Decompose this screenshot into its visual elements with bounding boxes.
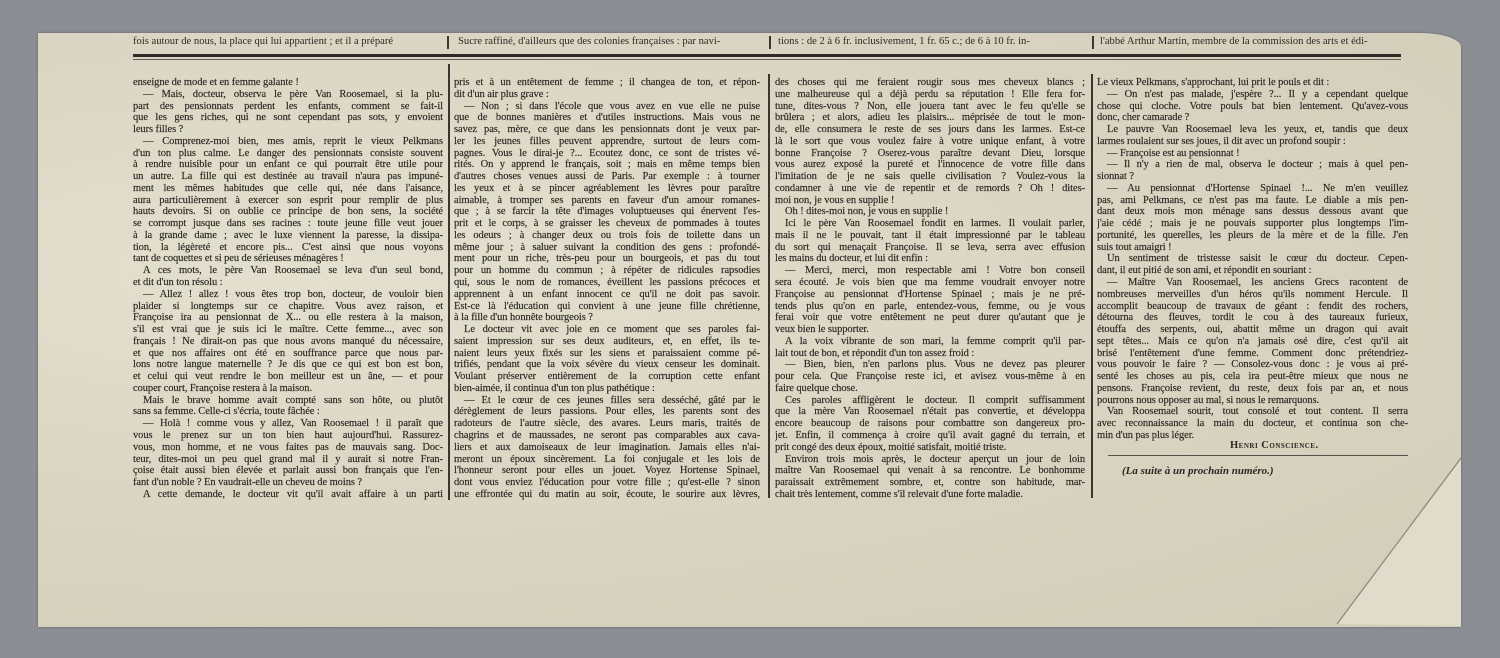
text-line: Ces paroles affligèrent le docteur. Il comprit suffisamment xyxy=(785,394,1085,406)
text-line: avec reconnaissance la main du docteur, et continua son che- xyxy=(1097,418,1408,430)
text-line: min d'un pas plus léger. xyxy=(1097,429,1195,441)
text-line: Oh ! dites-moi non, je vous en supplie ! xyxy=(785,206,949,218)
text-line: ment pour un riche, très-peu pour un bourgeois, et pas du tout xyxy=(454,253,760,265)
text-line: des choses qui me feraient rougir sous mes cheveux blancs ; xyxy=(775,77,1085,88)
text-line: — Holà ! comme vous y allez, Van Roosemael ! il paraît que xyxy=(143,418,443,430)
text-line: une effrontée qui du matin au soir, écoute, le sourire aux lèvres, xyxy=(454,488,760,500)
text-line: les mains du docteur, et lui dit enfin : xyxy=(775,253,928,265)
text-line: Le pauvre Van Roosemael leva les yeux, et, tandis que deux xyxy=(1107,124,1408,136)
text-line: A cette demande, le docteur vit qu'il avait affaire à un parti xyxy=(143,488,443,500)
text-line: A ces mots, le père Van Roosemael se leva d'un seul bond, xyxy=(143,265,443,277)
text-line: d'un ton plus calme. Le danger des pensionnats consiste souvent xyxy=(133,147,443,159)
text-line: brûlera ; et alors, adieu les plaisirs... méprisée de tout le mon- xyxy=(775,112,1085,124)
text-line: nombreuses merveilles d'un héros qu'ils nomment Hercule. Il xyxy=(1097,288,1408,300)
text-line: enseigne de mode et en femme galante ! xyxy=(133,77,299,88)
text-line: pensons. Françoise revient, du reste, deux fois par an, et nous xyxy=(1097,382,1408,394)
text-line: tion, la légèreté et encore pis... C'est ainsi que nous voyons xyxy=(133,241,443,253)
text-line: pas, ami Pelkmans, ce n'est pas ma faute. Le diable a mis pen- xyxy=(1097,194,1408,206)
text-line: — On n'est pas malade, j'espère ?... Il y a cependant quelque xyxy=(1107,88,1408,100)
text-line: sept têtes... Mais ce qu'on n'a jamais osé dire, c'est qu'il ait xyxy=(1097,335,1408,347)
text-line: pris et à un entêtement de femme ; il changea de ton, et répon- xyxy=(454,77,760,88)
text-line: une malheureuse qui a déjà perdu sa réputation ! Elle fera for- xyxy=(775,88,1085,100)
text-line: veux bien le supporter. xyxy=(775,324,869,336)
text-line: mais il ne le pouvait, tant il était impressionné par le tableau xyxy=(775,229,1085,241)
text-line: vous pouvoir le faire ? — Consolez-vous donc : je vous ai pré- xyxy=(1097,359,1408,371)
text-line: — Au pensionnat d'Hortense Spinael !... Ne m'en veuillez xyxy=(1107,182,1408,194)
text-line: Le docteur vit avec joie en ce moment que ses paroles fai- xyxy=(464,324,760,336)
text-line: même jour ; à saluer suivant la condition des gens : profondé- xyxy=(454,241,760,253)
text-line: — Maître Van Roosemael, les anciens Grecs racontent de xyxy=(1107,277,1408,289)
text-line: — Merci, merci, mon respectable ami ! Votre bon conseil xyxy=(785,265,1085,277)
text-line: condamner à une vie de repentir et de remords ? Oh ! dites- xyxy=(775,182,1085,194)
text-line: vous le prenez sur un ton bien haut aujourd'hui. Rassurez- xyxy=(133,429,443,441)
text-line: du sort qui menaçait Françoise. Il se leva, serra avec effusion xyxy=(775,241,1085,253)
text-line: faire quelque chose. xyxy=(775,382,858,394)
text-line: se corrompt jusque dans ses racines : toute jeune fille veut jouer xyxy=(133,218,443,230)
text-line: suis tout amaigri ! xyxy=(1097,241,1172,253)
text-line: à rendre nuisible pour un enfant ce qui pourrait être utile pour xyxy=(133,159,443,171)
text-line: pour un homme du commun ; à répéter de ridicules rapsodies xyxy=(454,265,760,277)
text-line: tune, dites-vous ? Non, elle jouera tant avec le feu qu'elle se xyxy=(775,100,1085,112)
continuation-note: (La suite à un prochain numéro.) xyxy=(1122,465,1274,477)
text-line: Françoise ira au pensionnat de X... ou elle restera à la maison, xyxy=(133,312,443,324)
text-line: et dit d'un ton résolu : xyxy=(133,277,223,289)
text-line: que de bonnes manières et d'utiles instructions. Mais vous ne xyxy=(454,112,760,124)
text-line: larmes roulaient sur ses joues, il dit avec un profond soupir : xyxy=(1097,135,1346,147)
text-line: — Françoise est au pensionnat ! xyxy=(1107,147,1240,159)
text-line: dérèglement de leurs passions. Pour elles, les parents sont des xyxy=(454,406,760,418)
text-line: Voulant préserver entièrement de la corruption cette enfant xyxy=(454,371,760,383)
text-line: ment les mêmes habitudes que celle qui, née dans l'aisance, xyxy=(133,182,443,194)
text-line: et que nos affaires ont été en souffrance parce que nous par- xyxy=(133,347,443,359)
text-line: vous, mon homme, et ne vous faites pas de mauvais sang. Doc- xyxy=(133,441,443,453)
text-line: à la grande dame ; avec le luxe viennent la paresse, la dissipa- xyxy=(133,229,443,241)
text-line: que la mère Van Roosemael n'était pas convertie, et développa xyxy=(775,406,1085,418)
header-strip-text: tions : de 2 à 6 fr. inclusivement, 1 fr. 65 c.; de 6 à 10 fr. in- xyxy=(778,36,1030,47)
text-line: naient leurs yeux fixés sur les siens et paraissaient comme pé- xyxy=(454,347,760,359)
text-line: sans sa femme. Celle-ci s'écria, toute fâchée : xyxy=(133,406,320,418)
text-line: senté les choses au pis, cela ira peut-être mieux que nous ne xyxy=(1097,371,1408,383)
text-line: portunité, les querelles, les pleurs de la mère et de la fille. J'en xyxy=(1097,229,1408,241)
text-line: — Il n'y a rien de mal, observa le docteur ; mais à quel pen- xyxy=(1107,159,1408,171)
text-line: chait très lentement, comme s'il relevait d'une forte maladie. xyxy=(775,488,1023,500)
text-line: prit et le corps, à se graisser les cheveux de pommades à toutes xyxy=(454,218,760,230)
text-line: çoise était aussi bien élevée et parlait aussi bon français que l'en- xyxy=(133,465,443,477)
text-line: part des pensionnats perdent les enfants, comment se fait-il xyxy=(133,100,443,112)
header-strip-text: Sucre raffiné, d'ailleurs que des colonies françaises : par navi- xyxy=(458,36,721,47)
text-line: là le sort que vous voulez faire à votre unique enfant, à votre xyxy=(775,135,1085,147)
text-line: savez pas, mère, ce que dans les pensionnats dont je veux par- xyxy=(454,124,760,136)
text-line: hauts devoirs. Si on oublie ce principe de bon sens, la société xyxy=(133,206,443,218)
text-line: — Allez ! allez ! vous êtes trop bon, docteur, de vouloir bien xyxy=(143,288,443,300)
text-line: — Comprenez-moi bien, mes amis, reprit le vieux Pelkmans xyxy=(143,135,443,147)
text-line: vous aurez exposé la pureté et l'innocence de votre fille dans xyxy=(775,159,1085,171)
text-line: — Et le cœur de ces jeunes filles sera desséché, gâté par le xyxy=(464,394,760,406)
text-line: étouffa des serpents, oui, abattit même un dragon qui avait xyxy=(1097,324,1408,336)
text-line: français ! Ne dirait-on pas que nous avons manqué du nécessaire, xyxy=(133,335,443,347)
text-line: teur, dites-moi un peu quel grand mal il y aurait si notre Fran- xyxy=(133,453,443,465)
text-line: Environ trois mois après, le docteur aperçut un jour de loin xyxy=(785,453,1085,465)
header-strip-text: fois autour de nous, la place qui lui appartient ; et il a préparé xyxy=(133,36,394,47)
text-line: de, elle consumera le reste de ses jours dans les larmes. Est-ce xyxy=(775,124,1085,136)
text-line: aimable, à tromper ses parents en faveur d'un amour romanes- xyxy=(454,194,760,206)
text-line: encore beaucoup de raisons pour combattre son dangereux pro- xyxy=(775,418,1085,430)
text-line: maître Van Roosemael qui venait à sa rencontre. Le bonhomme xyxy=(775,465,1085,477)
text-line: ferai voir que votre entêtement ne peut durer qu'autant que je xyxy=(775,312,1085,324)
text-line: liers et aux damoiseaux de leur imagination. Jamais elles n'ai- xyxy=(454,441,760,453)
text-line: d'autres choses venues aussi de Paris. Par exemple : à tourner xyxy=(454,171,760,183)
text-line: tends plus qu'on en parle, entendez-vous, femme, ou je vous xyxy=(775,300,1085,312)
text-line: Mais le brave homme avait compté sans son hôte, ou plutôt xyxy=(143,394,443,406)
text-line: lons notre langue maternelle ? Je dis que ce qui est bon est bon, xyxy=(133,359,443,371)
text-line: saient impression sur ses deux auditeurs, et, en effet, ils te- xyxy=(454,335,760,347)
text-line: et celui qui veut rendre le bon meilleur est un âne, — et pour xyxy=(133,371,443,383)
author-signature: Henri Conscience. xyxy=(1230,440,1319,451)
text-line: un autre. La fille qui est destinée au travail n'aura pas impuné- xyxy=(133,171,443,183)
text-line: accomplit beaucoup de travaux de géant : fendit des rochers, xyxy=(1097,300,1408,312)
text-line: — Non ; si dans l'école que vous avez en vue elle ne puise xyxy=(464,100,760,112)
text-line: dant, il eut pitié de son ami, et répondit en souriant : xyxy=(1097,265,1312,277)
text-line: l'imitation de je ne sais quelle civilisation ? Voulez-vous la xyxy=(775,171,1085,183)
text-line: Ici le père Van Roosemael fondit en larmes. Il voulait parler, xyxy=(785,218,1085,230)
text-line: pour cela. Que Françoise reste ici, et avisez vous-même à en xyxy=(775,371,1085,383)
text-line: s'il est vrai que je suis ici le maître. Cette femme..., avec son xyxy=(133,324,443,336)
text-line: bonne Françoise ? Oserez-vous paraître devant Dieu, lorsque xyxy=(775,147,1085,159)
text-line: moi non, je vous en supplie ! xyxy=(775,194,895,206)
text-line: prit congé des deux époux, moitié satisfait, moitié triste. xyxy=(775,441,1007,453)
text-line: dit d'un air plus grave : xyxy=(454,88,549,100)
text-line: — Mais, docteur, observa le père Van Roosemael, si la plu- xyxy=(143,88,443,100)
text-line: qui, sous le nom de romances, éveillent les passions précoces et xyxy=(454,277,760,289)
text-line: chagrins et de maussades, ne seront pas comparables aux cava- xyxy=(454,429,760,441)
text-line: rités. On y apprend le français, soit ; mais en même temps bien xyxy=(454,159,760,171)
text-line: couper court, Françoise restera à la maison. xyxy=(133,382,312,394)
text-line: leurs filles ? xyxy=(133,124,184,136)
text-line: donc, cher camarade ? xyxy=(1097,112,1190,124)
text-line: Françoise au pensionnat d'Hortense Spinael ; mais je ne pré- xyxy=(775,288,1085,300)
text-line: à la fille d'un honnête bourgeois ? xyxy=(454,312,593,324)
text-line: que les gens riches, qui ne sont cependant pas sots, y envoient xyxy=(133,112,443,124)
text-line: plaider si longtemps sur ce chapitre. Vous avez raison, et xyxy=(133,300,443,312)
text-line: j'aie cédé ; mais je ne pouvais supporter plus longtemps l'im- xyxy=(1097,218,1408,230)
text-line: Le vieux Pelkmans, s'approchant, lui prit le pouls et dit : xyxy=(1097,77,1330,88)
text-line: Un sentiment de tristesse saisit le cœur du docteur. Cepen- xyxy=(1107,253,1408,265)
text-line: les odeurs ; à changer deux ou trois fois de toilette dans un xyxy=(454,229,760,241)
text-line: l'honneur seront pour elles un jouet. Voyez Hortense Spinael, xyxy=(454,465,760,477)
text-line: ler les jeunes filles peuvent apprendre, surtout de leurs com- xyxy=(454,135,760,147)
text-line: pagnes. Vous le dirai-je ?... Ecoutez donc, ce sont de tristes vé- xyxy=(454,147,760,159)
text-line: tant de coquettes et si peu de sérieuses ménagères ! xyxy=(133,253,344,265)
text-line: Van Roosemael sourit, tout consolé et tout content. Il serra xyxy=(1107,406,1408,418)
text-line: fant d'un noble ? En vaudrait-elle un cheveu de moins ? xyxy=(133,477,362,489)
text-line: bien-aimée, il continua d'un ton plus pathétique : xyxy=(454,382,655,394)
text-line: sera écouté. Je vois bien que ma femme voudrait envoyer notre xyxy=(775,277,1085,289)
text-line: dont vous enviez l'éducation pour votre fille ; qu'est-elle ? sinon xyxy=(454,477,760,489)
text-line: meront un époux sincèrement. La foi conjugale et les lois de xyxy=(454,453,760,465)
text-line: pourrons nous opposer au mal, si nous le remarquons. xyxy=(1097,394,1320,406)
text-line: — Bien, bien, n'en parlons plus. Vous ne devez pas pleurer xyxy=(785,359,1085,371)
text-line: paraissait extrêmement sombre, et, contre son habitude, mar- xyxy=(775,477,1085,489)
text-line: apprennent à un enfant innocent ce qu'il ne doit pas savoir. xyxy=(454,288,760,300)
text-line: sionnat ? xyxy=(1097,171,1134,183)
text-line: Est-ce là l'éducation qui convient à une jeune fille chrétienne, xyxy=(454,300,760,312)
text-line: lait tout de bon, et répondit d'un ton assez froid : xyxy=(775,347,975,359)
text-line: que ; à se farcir la tête d'images voluptueuses qui énervent l'es- xyxy=(454,206,760,218)
text-line: aura particulièrement à exercer son esprit pour remplir de plus xyxy=(133,194,443,206)
text-line: radoteurs de l'autre siècle, des avares. Leurs maris, traités de xyxy=(454,418,760,430)
text-line: trifiés, pendant que la voix sévère du vieux censeur les dominait. xyxy=(454,359,760,371)
text-line: les yeux et à se pincer agréablement les lèvres pour paraître xyxy=(454,182,760,194)
header-strip-text: l'abbé Arthur Martin, membre de la commission des arts et édi- xyxy=(1100,36,1368,47)
text-line: détourna des fleuves, tordit le cou à des taureaux furieux, xyxy=(1097,312,1408,324)
text-line: A la voix vibrante de son mari, la femme comprit qu'il par- xyxy=(785,335,1085,347)
text-line: brisé l'entêtement d'une femme. Comment donc prétendriez- xyxy=(1097,347,1408,359)
text-line: dant deux mois mon ménage sans dessus dessous avant que xyxy=(1097,206,1408,218)
text-line: jet. Enfin, il commença à croire qu'il avait gagné du terrain, et xyxy=(775,429,1085,441)
text-line: chose qui cloche. Votre pouls bat bien lentement. Qu'avez-vous xyxy=(1097,100,1408,112)
